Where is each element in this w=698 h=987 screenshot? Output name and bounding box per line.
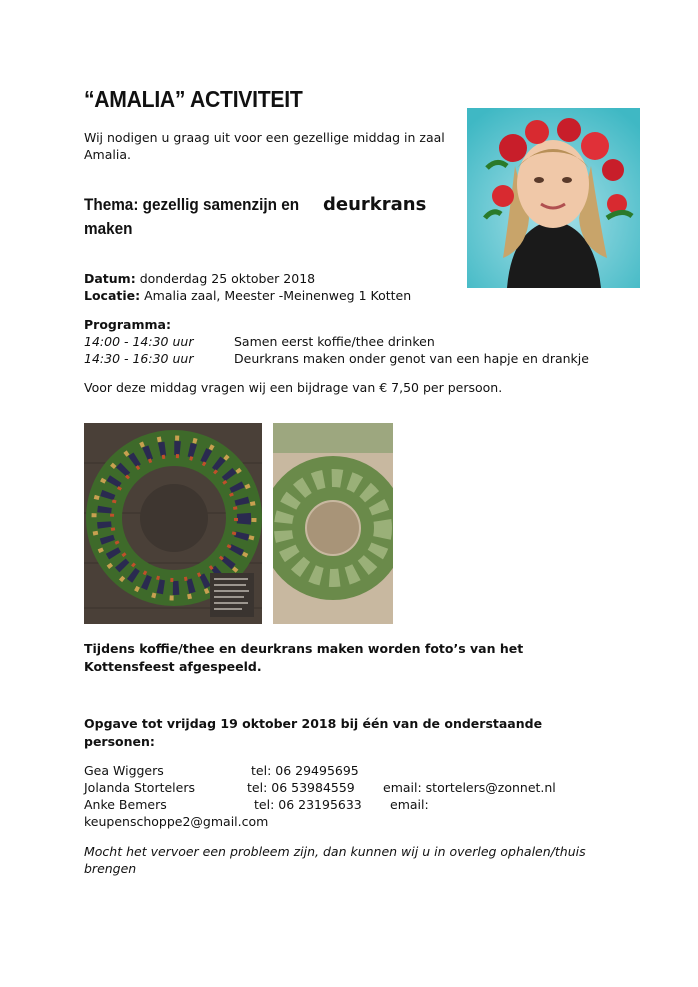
contact-tel: tel: 06 29495695: [251, 763, 359, 778]
programme-time: 14:30 - 16:30 uur: [84, 351, 194, 366]
date-line: [84, 270, 411, 287]
signup-text: Opgave tot vrijdag 19 oktober 2018 bij één van de onderstaande personen:: [84, 716, 543, 749]
theme-part1: Thema: gezellig samenzijn en: [84, 195, 300, 214]
programme-item: [84, 333, 589, 350]
price-text: Voor deze middag vragen wij een bijdrage van € 7,50 per persoon.: [84, 380, 503, 395]
slideshow-note: Tijdens koffie/thee en deurkrans maken worden foto’s van het Kottensfeest afgespeeld.: [84, 641, 524, 674]
programme-activity: Deurkrans maken onder genot van een hapje en drankje: [234, 351, 589, 366]
location-value: Amalia zaal, Meester -Meinenweg 1 Kotten: [140, 288, 412, 303]
contact-name: Jolanda Stortelers: [84, 780, 195, 795]
programme-time: 14:00 - 14:30 uur: [84, 334, 194, 349]
contact-email: email: stortelers@zonnet.nl: [383, 780, 556, 795]
contact-tel: tel: 06 53984559: [247, 780, 355, 795]
theme-part2: deurkrans: [323, 194, 427, 215]
theme-part3: maken: [84, 219, 133, 238]
contact-name: Gea Wiggers: [84, 763, 164, 778]
date-label: Datum:: [84, 271, 136, 286]
transport-note: Mocht het vervoer een probleem zijn, dan kunnen wij u in overleg ophalen/thuis brengen: [84, 844, 586, 876]
programme-item: [84, 350, 589, 367]
theme-heading: [84, 193, 454, 241]
contact-tel: tel: 06 23195633: [254, 797, 362, 812]
event-details: [84, 270, 411, 304]
programme-list: [84, 333, 589, 367]
contact-email: email:: [390, 797, 429, 812]
contact-email-overflow: [84, 813, 644, 830]
contact-list: [84, 762, 644, 830]
location-label: Locatie:: [84, 288, 141, 303]
intro-text: Wij nodigen u graag uit voor een gezellige middag in zaal Amalia.: [84, 130, 445, 162]
contact-name: Anke Bemers: [84, 797, 167, 812]
berry-wreath-image: [84, 423, 262, 624]
programme-activity: Samen eerst koffie/thee drinken: [234, 334, 435, 349]
programme-title: Programma:: [84, 317, 171, 332]
contact-email-address: keupenschoppe2@gmail.com: [84, 814, 269, 829]
leaf-wreath-image: [273, 423, 393, 624]
location-line: [84, 287, 411, 304]
contact-row: [84, 762, 644, 779]
contact-row: [84, 779, 644, 796]
date-value: donderdag 25 oktober 2018: [135, 271, 316, 286]
contact-row: [84, 796, 644, 813]
page-title: “AMALIA” ACTIVITEIT: [84, 86, 303, 112]
portrait-painting-image: [467, 108, 640, 288]
